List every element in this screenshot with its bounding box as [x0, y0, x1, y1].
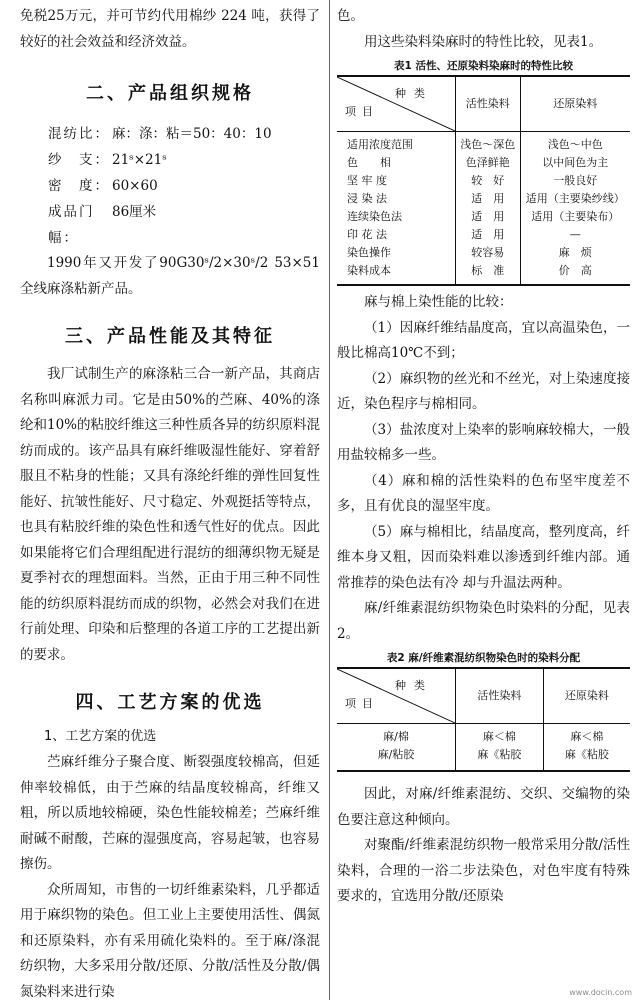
table-row: 浸 染 法 适 用 适用（主要染纱线） [337, 190, 630, 208]
list-item: （5）麻与棉相比，结晶度高，整列度高，纤维本身又粗，因而染料难以渗透到纤维内部。通常推荐的染色法有冷 却与升温法两种。 [337, 520, 630, 597]
spec-row: 混纺比： 麻：涤：粘＝50：40：10 [20, 121, 320, 147]
list-item: （4）麻和棉的活性染料的色布坚牢度差不多，且有优良的湿坚牢度。 [337, 469, 630, 520]
table-row: 染色操作 较容易 麻 烦 [337, 244, 630, 262]
table-2-intro: 麻/纤维素混纺织物染色时染料的分配，见表2。 [337, 596, 630, 647]
carryover-paragraph: 免税25万元，并可节约代用棉纱 224 吨，获得了较好的社会效益和经济效益。 [20, 4, 320, 55]
right-column [337, 0, 630, 910]
table-header-row [337, 76, 630, 132]
section-2-heading: 二、产品组织规格 [20, 79, 320, 105]
dye-paragraph: 众所周知，市售的一切纤维素染料，几乎都适用于麻织物的染色。但工业上主要使用活性、偶氮和还原染料，亦有采用硫化染料的。至于麻/涤混纺织物，大多采用分散/还原、分散/活性及分散/偶氮染料来进行染 [20, 878, 320, 1005]
subsection-paragraph: 苎麻纤维分子聚合度、断裂强度较棉高，但延伸率较棉低，由于苎麻的结晶度较棉高，纤维又粗，所以质地较棉硬，染色性能较棉差；苎麻纤维耐碱不耐酸，芒麻的湿强度高，容易起皱，也容易擦伤。 [20, 750, 320, 878]
conclusion-paragraph: 因此，对麻/纤维素混纺、交织、交编物的染色要注意这种倾向。 [337, 782, 630, 833]
comparison-title: 麻与棉上染性能的比较： [337, 290, 630, 316]
table-row: 麻/棉 麻＜棉 麻＜棉 [337, 724, 630, 747]
section-3-paragraph: 我厂试制生产的麻涤粘三合一新产品，其商店名称叫麻派力司。它是由50%的苎麻、40%的涤纶和10%的粘胶纤维这三种性质各异的纺织原料混纺而成的。该产品具有麻纤维吸湿性能好、穿着舒服且不粘身的性能；又具有涤纶纤维的弹性回复性能好、抗皱性能好、尺寸稳定、外观挺括等特点，也具有粘胶纤维的染色性和透气性好的优点。因此如果能将它们合理组配进行混纺的细薄织物无疑是夏季衬衣的理想面料。当然，正由于用三种不同性能的纺织原料混纺而成的织物，必然会对我们在进行前处理、印染和后整理的各道工序的工艺提出新的要求。 [20, 362, 320, 668]
left-column [20, 0, 320, 1005]
table-1-intro: 用这些染料染麻时的特性比较，见表1。 [337, 30, 630, 56]
list-item: （3）盐浓度对上染率的影响麻较棉大，一般用盐较棉多一些。 [337, 418, 630, 469]
table-row: 麻/粘胶 麻《粘胶 麻《粘胶 [337, 746, 630, 771]
section-3-heading: 三、产品性能及其特征 [20, 322, 320, 348]
table-row: 染料成本 标 准 价 高 [337, 262, 630, 285]
list-item: （2）麻织物的丝光和不丝光，对上染速度接近，染色程序与棉相同。 [337, 367, 630, 418]
spec-row: 成品门幅： 86厘米 [20, 199, 320, 251]
spec-row: 纱 支： 21ˢ×21ˢ [20, 147, 320, 173]
section-4-heading: 四、工艺方案的优选 [20, 688, 320, 714]
spec-row: 密 度： 60×60 [20, 173, 320, 199]
table-1 [337, 75, 630, 286]
table-header-row [337, 668, 630, 724]
table-row: 坚 牢 度 较 好 一般良好 [337, 172, 630, 190]
diagonal-header-cell: 种类 项目 [337, 76, 456, 132]
subsection-heading: 1、工艺方案的优选 [44, 724, 320, 750]
table-row: 印 花 法 适 用 — [337, 226, 630, 244]
table-2 [337, 667, 630, 772]
column-header: 活性染料 [456, 76, 521, 132]
spec-note: 1990年又开发了90G30ˢ/2×30ˢ/2 53×51全线麻涤粘新产品。 [20, 251, 320, 302]
table-1-caption: 表1 活性、还原染料染麻时的特性比较 [337, 57, 630, 75]
carryover-text: 色。 [337, 4, 630, 30]
watermark: www.docin.com [569, 988, 632, 997]
list-item: （1）因麻纤维结晶度高，宜以高温染色，一般比棉高10℃不到； [337, 316, 630, 367]
table-row: 连续染色法 适 用 适用（主要染布） [337, 208, 630, 226]
column-header: 活性染料 [456, 668, 544, 724]
column-header: 还原染料 [520, 76, 630, 132]
column-divider [329, 0, 330, 1000]
column-header: 还原染料 [543, 668, 630, 724]
diagonal-header-cell: 种类 项目 [337, 668, 456, 724]
table-row: 适用浓度范围 浅色～深色 浅色～中色 [337, 132, 630, 155]
polyester-paragraph: 对聚酯/纤维素混纺织物一般常采用分散/活性染料，合理的一浴二步法染色，对色牢度有特殊要求的，宜选用分散/还原染 [337, 833, 630, 910]
spec-list [20, 121, 320, 251]
table-row: 色 相 色泽鲜艳 以中间色为主 [337, 154, 630, 172]
table-2-caption: 表2 麻/纤维素混纺织物染色时的染料分配 [337, 649, 630, 667]
